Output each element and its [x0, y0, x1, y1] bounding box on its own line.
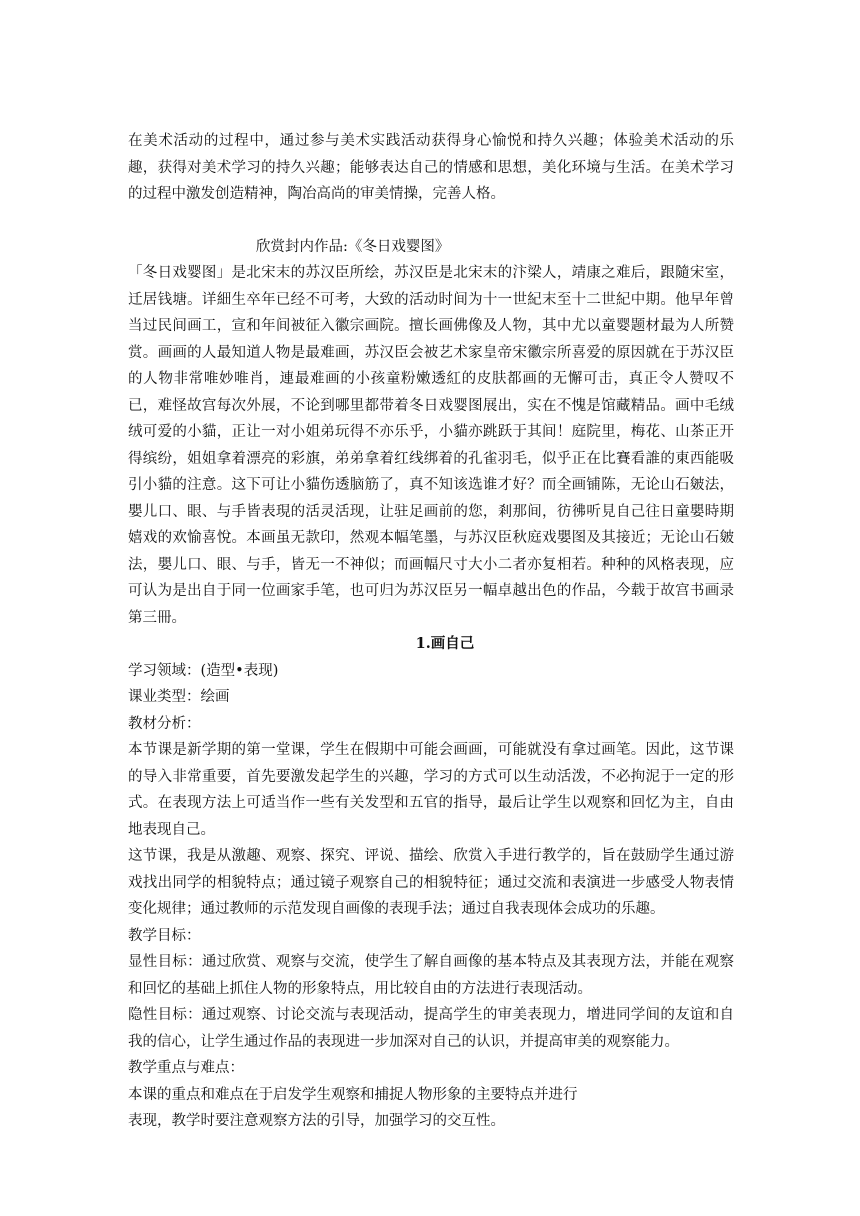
key-points-line-1: 本课的重点和难点在于启发学生观察和捕捉人物形象的主要特点并进行 [128, 1086, 578, 1103]
lesson-title: 1.画自己 [415, 635, 475, 652]
appreciation-paragraph: 「冬日戏婴图」是北宋末的苏汉臣所绘，苏汉臣是北宋末的汴梁人，靖康之难后，跟隨宋室，迁居钱塘。详細生卒年已经不可考，大致的活动时间为十一世紀末至十二世紀中期。他早年曾当过民间画工，宣和年间被征入徽宗画院。擅长画佛像及人物，其中尤以童婴题材最为人所赞赏。画画的人最知道人物是最难画，苏汉臣会被艺术家皇帝宋徽宗所喜爱的原因就在于苏汉臣的人物非常唯妙唯肖，連最难画的小孩童粉嫩透紅的皮肤都画的无懈可击，真正令人赞叹不已，难怪故宫每次外展，不论到哪里都带着冬日戏婴图展出，实在不愧是馆藏精品。画中毛绒绒可爱的小貓，正让一对小姐弟玩得不亦乐乎，小貓亦跳跃于其间！庭院里，梅花、山茶正开得缤纷，姐姐拿着漂亮的彩旗，弟弟拿着红线绑着的孔雀羽毛，似乎正在比賽看誰的東西能吸引小貓的注意。这下可让小貓伤透脑筋了，真不知该选谁才好？而全画铺陈，无论山石皴法，嬰儿口、眼、与手皆表現的活灵活现，让驻足画前的您，剎那间，彷彿听見自己往日童嬰時期嬉戏的欢愉喜悅。本画虽无款印，然观本幅笔墨，与苏汉臣秋庭戏嬰图及其接近；无论山石皴法，嬰儿口、眼、与手，皆无一不神似；而画幅尺寸大小二者亦复相若。种种的风格表现，应可认为是出自于同一位画家手笔，也可归为苏汉臣另一幅卓越出色的作品，今载于故宫书画录第三冊。 [128, 265, 734, 626]
analysis-heading: 教材分析： [128, 715, 201, 732]
document-page [128, 128, 734, 1135]
analysis-paragraph-2: 这节课，我是从激趣、观察、探究、评说、描绘、欣赏入手进行教学的，旨在鼓励学生通过游戏找出同学的相貌特点；通过镜子观察自己的相貌特征；通过交流和表演进一步感受人物表情变化规律；通过教师的示范发现自画像的表现手法；通过自我表现体会成功的乐趣。 [128, 848, 734, 917]
intro-paragraph: 在美术活动的过程中，通过参与美术实践活动获得身心愉悦和持久兴趣；体验美术活动的乐趣，获得对美术学习的持久兴趣；能够表达自己的情感和思想，美化环境与生活。在美术学习的过程中激发创造精神，陶冶高尚的审美情操，完善人格。 [128, 133, 734, 202]
key-points-line-2: 表现，教学时要注意观察方法的引导，加强学习的交互性。 [128, 1113, 505, 1129]
key-points-heading: 教学重点与难点： [128, 1060, 244, 1076]
analysis-paragraph-1: 本节课是新学期的第一堂课，学生在假期中可能会画画，可能就没有拿过画笔。因此，这节课的导入非常重要，首先要激发起学生的兴趣，学习的方式可以生动活泼，不必拘泥于一定的形式。在表现方法上可适当作一些有关发型和五官的指导，最后让学生以观察和回忆为主，自由地表现自己。 [128, 742, 734, 838]
explicit-goal: 显性目标：通过欣赏、观察与交流，使学生了解自画像的基本特点及其表现方法，并能在观察和回忆的基础上抓住人物的形象特点，用比较自由的方法进行表现活动。 [128, 954, 734, 997]
appreciation-heading: 欣赏封内作品:《冬日戏婴图》 [256, 238, 450, 255]
lesson-type: 课业类型：绘画 [128, 689, 230, 705]
learning-domain: 学习领域：(造型•表现) [128, 662, 279, 679]
goals-heading: 教学目标： [128, 927, 201, 944]
implicit-goal: 隐性目标：通过观察、讨论交流与表现活动，提高学生的审美表现力，增进同学间的友谊和自我的信心，让学生通过作品的表现进一步加深对自己的认识，并提高审美的观察能力。 [128, 1007, 734, 1050]
blank-line [128, 208, 734, 234]
